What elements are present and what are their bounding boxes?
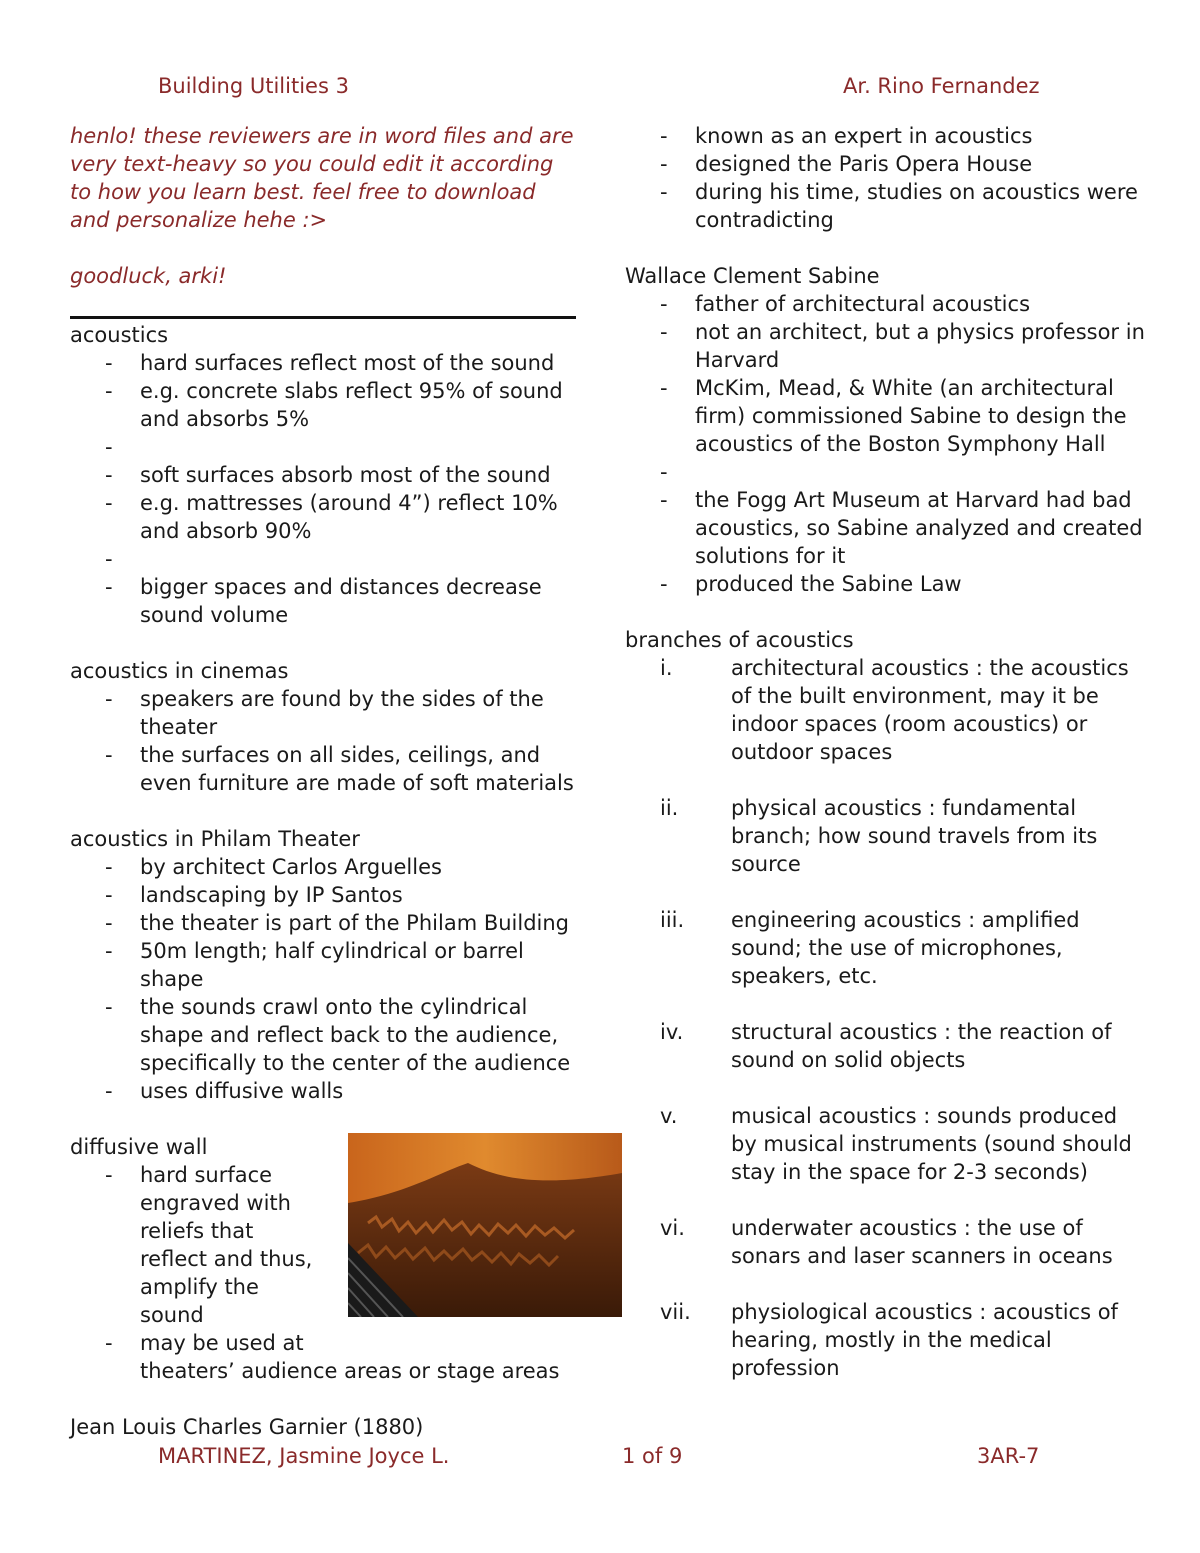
list-number: ii.: [660, 796, 679, 820]
divider: [70, 316, 576, 319]
list-item: [625, 1018, 1145, 1074]
diffusive-section: [70, 1133, 580, 1385]
list-item: - the surfaces on all sides, ceilings, and even furniture are made of soft materials: [70, 741, 580, 797]
list-item: - the Fogg Art Museum at Harvard had bad acoustics, so Sabine analyzed and created solutions for it: [625, 486, 1145, 570]
list-item: - e.g. concrete slabs reflect 95% of sound and absorbs 5%: [70, 377, 580, 433]
intro-line: and personalize hehe :>: [70, 208, 328, 232]
philam-heading: acoustics in Philam Theater: [70, 827, 360, 851]
garnier-list: [625, 122, 1145, 234]
cinemas-heading: acoustics in cinemas: [70, 659, 289, 683]
acoustics-heading: acoustics: [70, 323, 169, 347]
cinemas-list: [70, 685, 580, 797]
intro-line: to how you learn best. feel free to download: [70, 180, 536, 204]
list-number: iii.: [660, 908, 685, 932]
list-item-text: physical acoustics : fundamental branch; how sound travels from its source: [731, 796, 1098, 876]
sabine-list: [625, 290, 1145, 598]
list-item: - not an architect, but a physics professor in Harvard: [625, 318, 1145, 374]
list-item: - by architect Carlos Arguelles: [70, 853, 580, 881]
list-item: - 50m length; half cylindrical or barrel shape: [70, 937, 580, 993]
list-item: [625, 654, 1145, 766]
list-item: - the sounds crawl onto the cylindrical shape and reflect back to the audience, specifically to the center of the audience: [70, 993, 580, 1077]
list-item: [625, 794, 1145, 878]
list-item-text: theaters’ audience areas or stage areas: [140, 1359, 560, 1383]
list-item: - soft surfaces absorb most of the sound: [70, 461, 580, 489]
list-item: - designed the Paris Opera House: [625, 150, 1145, 178]
list-item: - bigger spaces and distances decrease sound volume: [70, 573, 580, 629]
right-column: [625, 122, 1145, 1410]
spacer: [70, 433, 580, 461]
list-item-text: physiological acoustics : acoustics of hearing, mostly in the medical profession: [731, 1300, 1118, 1380]
footer-section: 3AR-7: [977, 1444, 1040, 1468]
list-item-text: structural acoustics : the reaction of sound on solid objects: [731, 1020, 1112, 1072]
instructor-name: Ar. Rino Fernandez: [843, 74, 1040, 98]
footer-author: MARTINEZ, Jasmine Joyce L.: [158, 1444, 450, 1468]
intro-note: [70, 122, 580, 290]
course-title: Building Utilities 3: [158, 74, 349, 98]
list-item-text: engineering acoustics : amplified sound; the use of microphones, speakers, etc.: [731, 908, 1080, 988]
list-item-text: architectural acoustics : the acoustics of the built environment, may it be indoor spaces (room acoustics) or outdoor spaces: [731, 656, 1129, 764]
list-item: [625, 1298, 1145, 1382]
list-item-text: underwater acoustics : the use of sonars and laser scanners in oceans: [731, 1216, 1113, 1268]
list-item: - speakers are found by the sides of the theater: [70, 685, 580, 741]
page-number: 1 of 9: [622, 1444, 683, 1468]
list-item: - hard surface engraved with reliefs that reflect and thus, amplify the sound: [70, 1161, 325, 1329]
spacer: [70, 545, 580, 573]
list-item: - produced the Sabine Law: [625, 570, 1145, 598]
branches-heading: branches of acoustics: [625, 628, 854, 652]
acoustics-list: [70, 349, 580, 629]
list-item-text: musical acoustics : sounds produced by musical instruments (sound should stay in the space for 2-3 seconds): [731, 1104, 1132, 1184]
list-item: - father of architectural acoustics: [625, 290, 1145, 318]
list-number: vi.: [660, 1216, 685, 1240]
list-number: v.: [660, 1104, 678, 1128]
list-item-text: may be used at: [140, 1331, 304, 1355]
list-item: [625, 1102, 1145, 1186]
theater-wall-photo: [348, 1133, 622, 1317]
list-item: - hard surfaces reflect most of the sound: [70, 349, 580, 377]
list-item: - the theater is part of the Philam Building: [70, 909, 580, 937]
goodluck-line: goodluck, arki!: [70, 264, 227, 288]
list-item: [625, 1214, 1145, 1270]
list-item: [70, 1329, 580, 1385]
list-item: - during his time, studies on acoustics were contradicting: [625, 178, 1145, 234]
list-item: - McKim, Mead, & White (an architectural firm) commissioned Sabine to design the acoustics of the Boston Symphony Hall: [625, 374, 1145, 458]
philam-list: [70, 853, 580, 1105]
list-number: i.: [660, 656, 673, 680]
list-number: vii.: [660, 1300, 691, 1324]
diffusive-heading: diffusive wall: [70, 1135, 208, 1159]
sabine-heading: Wallace Clement Sabine: [625, 264, 880, 288]
branches-list: [625, 654, 1145, 1382]
spacer: [625, 458, 1145, 486]
list-item: - uses diffusive walls: [70, 1077, 580, 1105]
list-item: [625, 906, 1145, 990]
garnier-heading: Jean Louis Charles Garnier (1880): [70, 1415, 424, 1439]
list-item: - e.g. mattresses (around 4”) reflect 10% and absorb 90%: [70, 489, 580, 545]
intro-line: very text-heavy so you could edit it according: [70, 152, 554, 176]
list-item: - known as an expert in acoustics: [625, 122, 1145, 150]
intro-line: henlo! these reviewers are in word files and are: [70, 124, 574, 148]
list-item: - landscaping by IP Santos: [70, 881, 580, 909]
left-column: [70, 122, 580, 1441]
list-number: iv.: [660, 1020, 684, 1044]
